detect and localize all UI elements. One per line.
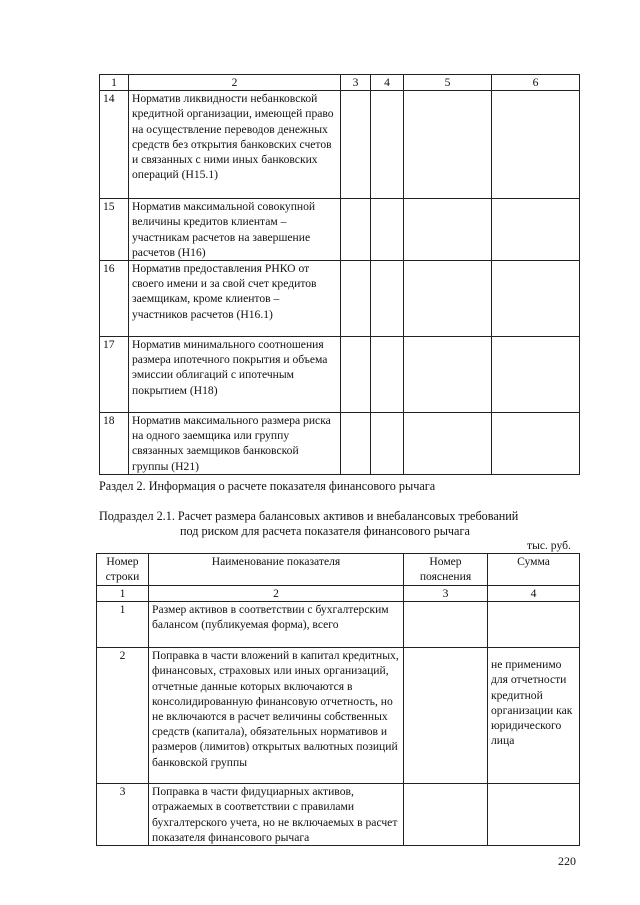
col-header-4: 4 xyxy=(371,75,404,91)
header-indicator-name: Наименование показателя xyxy=(149,554,404,586)
row-note xyxy=(404,602,488,648)
leverage-table xyxy=(96,553,580,846)
units-label: тыс. руб. xyxy=(527,539,571,552)
row-name: Норматив минимального соотношения размера ипотечного покрытия и объема эмиссии облигаций с ипотечным покрытием (Н18) xyxy=(129,337,341,413)
table-row xyxy=(100,91,580,199)
table-row xyxy=(100,413,580,475)
page-number: 220 xyxy=(558,854,576,868)
table-row xyxy=(100,199,580,261)
col-number-4: 4 xyxy=(488,586,580,602)
row-number: 18 xyxy=(100,413,129,475)
row-number: 3 xyxy=(97,784,149,846)
col-number-3: 3 xyxy=(404,586,488,602)
table-row xyxy=(97,648,580,784)
col-header-6: 6 xyxy=(492,75,580,91)
section-title: Раздел 2. Информация о расчете показателя финансового рычага xyxy=(99,479,436,493)
col-header-1: 1 xyxy=(100,75,129,91)
table-header-row xyxy=(97,554,580,586)
row-name: Норматив предоставления РНКО от своего имени и за свой счет кредитов заемщикам, кроме клиентов – участников расчетов (Н16.1) xyxy=(129,261,341,337)
col-header-5: 5 xyxy=(404,75,492,91)
col-number-1: 1 xyxy=(97,586,149,602)
col-header-3: 3 xyxy=(341,75,371,91)
column-number-row xyxy=(97,586,580,602)
table-header-row xyxy=(100,75,580,91)
row-name: Размер активов в соответствии с бухгалтерским балансом (публикуемая форма), всего xyxy=(149,602,404,648)
table-row xyxy=(97,784,580,846)
row-sum: не применимо для отчетности кредитной организации как юридического лица xyxy=(488,648,580,784)
row-name: Норматив максимальной совокупной величины кредитов клиентам – участникам расчетов на завершение расчетов (Н16) xyxy=(129,199,341,261)
col-header-2: 2 xyxy=(129,75,341,91)
subsection-title-line-2: под риском для расчета показателя финансового рычага xyxy=(180,524,470,538)
table-row xyxy=(100,261,580,337)
row-name: Поправка в части фидуциарных активов, отражаемых в соответствии с правилами бухгалтерского учета, но не включаемых в расчет показателя финансового рычага xyxy=(149,784,404,846)
table-row xyxy=(100,337,580,413)
header-row-number: Номер строки xyxy=(97,554,149,586)
header-sum: Сумма xyxy=(488,554,580,586)
row-number: 14 xyxy=(100,91,129,199)
row-name: Норматив максимального размера риска на одного заемщика или группу связанных заемщиков банковской группы (Н21) xyxy=(129,413,341,475)
row-number: 16 xyxy=(100,261,129,337)
row-number: 17 xyxy=(100,337,129,413)
row-number: 15 xyxy=(100,199,129,261)
subsection-title-line-1: Подраздел 2.1. Расчет размера балансовых активов и внебалансовых требований xyxy=(99,509,519,523)
row-note xyxy=(404,784,488,846)
table-row xyxy=(97,602,580,648)
row-note xyxy=(404,648,488,784)
row-name: Норматив ликвидности небанковской кредитной организации, имеющей право на осуществление переводов денежных средств без открытия банковских счетов и связанных с ними иных банковских операций (Н15.1) xyxy=(129,91,341,199)
row-name: Поправка в части вложений в капитал кредитных, финансовых, страховых или иных организаций, отчетные данные которых включаются в консолидированную финансовую отчетность, но не включаются в расчет величины собственных средств (капитала), обязательных нормативов и размеров (лимитов) открытых валютных позиций банковской группы xyxy=(149,648,404,784)
row-sum xyxy=(488,784,580,846)
row-number: 2 xyxy=(97,648,149,784)
header-note-number: Номер пояснения xyxy=(404,554,488,586)
normatives-table xyxy=(99,74,580,475)
col-number-2: 2 xyxy=(149,586,404,602)
row-number: 1 xyxy=(97,602,149,648)
row-sum xyxy=(488,602,580,648)
